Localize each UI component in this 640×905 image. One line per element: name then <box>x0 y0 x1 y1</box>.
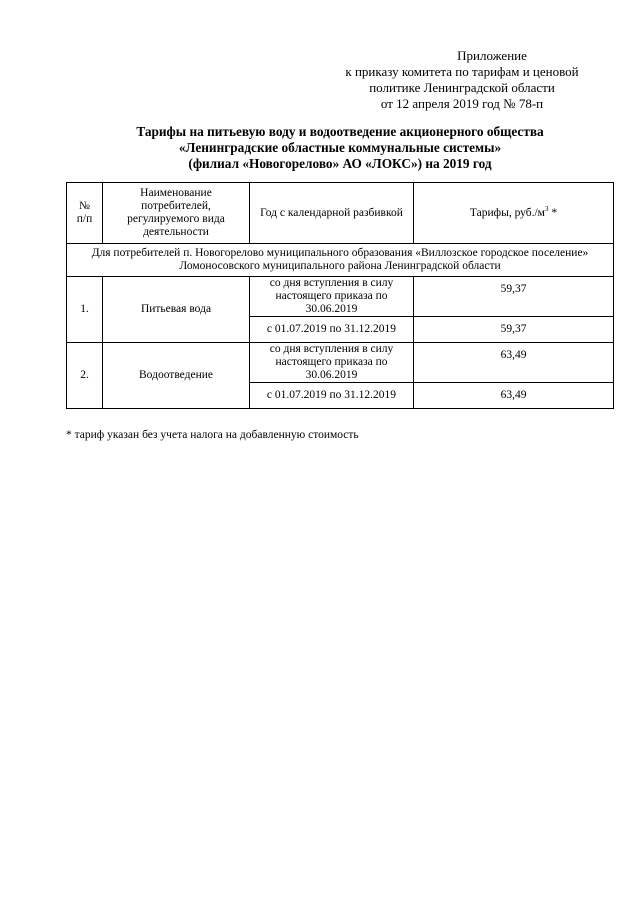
row-period: с 01.07.2019 по 31.12.2019 <box>250 317 414 343</box>
footnote: * тариф указан без учета налога на добавленную стоимость <box>66 429 359 441</box>
row-tariff-value: 59,37 <box>414 277 614 317</box>
row-number: 1. <box>67 277 103 343</box>
row-tariff-value: 63,49 <box>414 383 614 409</box>
title-line-2: «Ленинградские областные коммунальные системы» <box>178 140 502 155</box>
appendix-line-3: политике Ленинградской области <box>369 80 555 95</box>
header-name: Наименование потребителей, регулируемого вида деятельности <box>103 183 250 244</box>
header-tariff: Тарифы, $руб./м^3$ * <box>414 183 614 244</box>
tariffs-table <box>66 182 614 409</box>
row-period: со дня вступления в силу настоящего приказа по 30.06.2019 <box>250 343 414 383</box>
document-title <box>60 124 620 172</box>
appendix-block <box>312 48 612 112</box>
title-line-3: (филиал «Новогорелово» АО «ЛОКС») на 2019 год <box>188 156 492 171</box>
header-number: № п/п <box>67 183 103 244</box>
section-row <box>67 244 614 277</box>
section-consumers: Для потребителей п. Новогорелово муниципального образования «Виллозское городское поселение» Ломоносовского муниципального района Ленинградской области <box>67 244 614 277</box>
table-row <box>67 343 614 383</box>
row-tariff-value: 63,49 <box>414 343 614 383</box>
title-line-1: Тарифы на питьевую воду и водоотведение акционерного общества <box>136 124 544 139</box>
row-period: с 01.07.2019 по 31.12.2019 <box>250 383 414 409</box>
table-header-row <box>67 183 614 244</box>
table-row <box>67 277 614 317</box>
appendix-line-2: к приказу комитета по тарифам и ценовой <box>345 64 579 79</box>
header-period: Год с календарной разбивкой <box>250 183 414 244</box>
row-tariff-value: 59,37 <box>414 317 614 343</box>
row-name: Питьевая вода <box>103 277 250 343</box>
row-period: со дня вступления в силу настоящего приказа по 30.06.2019 <box>250 277 414 317</box>
appendix-line-4: от 12 апреля 2019 год № 78-п <box>380 96 544 111</box>
row-number: 2. <box>67 343 103 409</box>
row-name: Водоотведение <box>103 343 250 409</box>
appendix-line-1: Приложение <box>457 48 527 63</box>
